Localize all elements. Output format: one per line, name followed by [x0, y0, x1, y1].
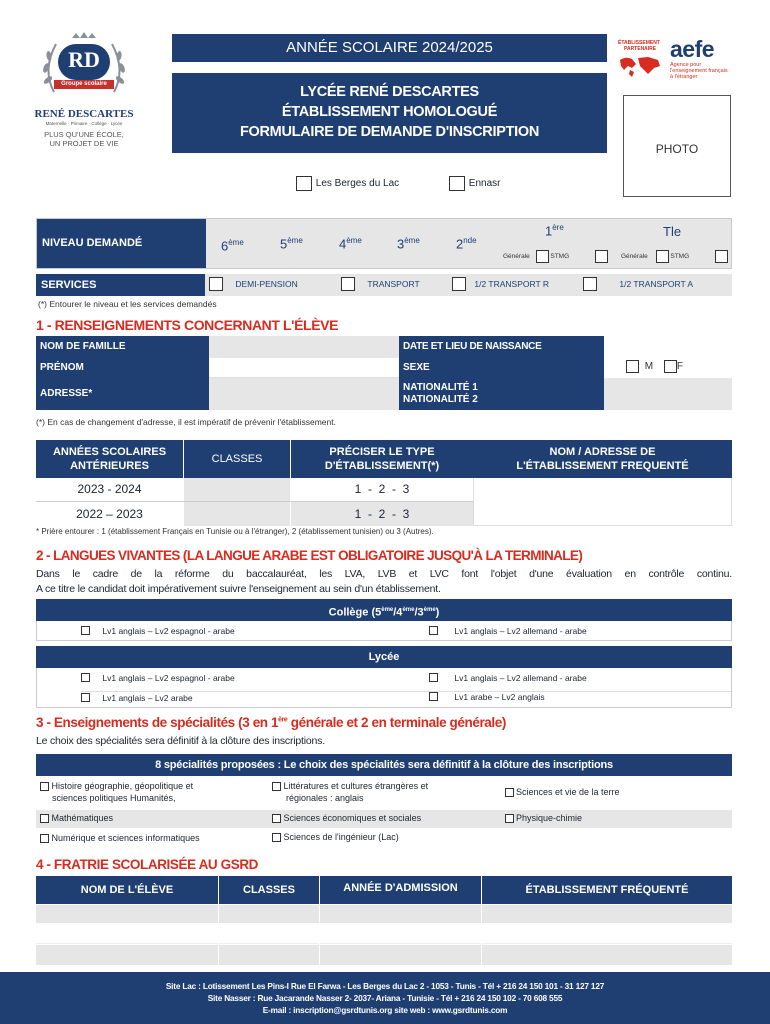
half-transport-r-label: 1/2 TRANSPORT R [474, 279, 550, 289]
spec-histoire-label-2: sciences politiques Humanités, [52, 793, 176, 803]
services-label: SERVICES [41, 279, 97, 291]
title-line-1: LYCÉE RENÉ DESCARTES [300, 84, 479, 100]
level-5-sup: ème [287, 236, 303, 245]
college-mid-1: /4 [393, 606, 403, 619]
college-header [36, 599, 732, 621]
date-label-cell [399, 336, 604, 358]
college-option-1[interactable] [81, 625, 235, 636]
date-label: DATE ET LIEU DE NAISSANCE [403, 341, 542, 352]
demi-pension-label: DEMI-PENSION [235, 279, 298, 289]
niveau-label: NIVEAU DEMANDÉ [42, 237, 143, 249]
aefe-partner-1: ÉTABLISSEMENT [618, 40, 660, 46]
aefe-tagline-3: à l'étranger [670, 74, 698, 80]
lycee-option-4[interactable] [429, 691, 545, 702]
fratrie-row-1[interactable] [36, 905, 732, 923]
transport-checkbox[interactable] [341, 277, 355, 291]
sexe-f-checkbox[interactable] [664, 360, 677, 373]
college-option-2-checkbox[interactable] [429, 626, 438, 635]
college-sup-1: ème [381, 607, 394, 613]
nom-label: NOM DE FAMILLE [40, 341, 126, 352]
lycee-option-4-checkbox[interactable] [429, 692, 438, 701]
aefe-tagline-1: Agence pour [670, 62, 702, 68]
aefe-logo [618, 36, 738, 86]
specialites-header [36, 754, 732, 776]
level-premiere[interactable] [545, 223, 564, 238]
school-year: ANNÉE SCOLAIRE 2024/2025 [286, 39, 493, 56]
year-banner [172, 34, 607, 62]
photo-box[interactable] [623, 95, 731, 197]
section-3-title-1: 3 - Enseignements de spécialités (3 en 1 [36, 715, 279, 730]
spec-svt-label: Sciences et vie de la terre [516, 787, 620, 797]
prev-head-years [36, 440, 183, 478]
fratrie-head-etab-label: ÉTABLISSEMENT FRÉQUENTÉ [525, 884, 689, 896]
sexe-label: SEXE [403, 362, 430, 373]
premiere-text: 1 [545, 223, 553, 239]
lycee-option-1-label: Lv1 anglais – Lv2 espagnol - arabe [102, 672, 235, 683]
level-6-sup: ème [228, 238, 244, 247]
spec-nsi-label: Numérique et sciences informatiques [51, 833, 200, 843]
prev-head-nom-2: L'ÉTABLISSEMENT FREQUENTÉ [516, 460, 689, 472]
table-row [36, 502, 473, 526]
logo-subline: Maternelle · Primaire · Collège · Lycée [45, 121, 123, 126]
spec-si-checkbox[interactable] [272, 833, 281, 842]
lycee-option-1-checkbox[interactable] [81, 673, 90, 682]
prev-type-cell[interactable]: 1 - 2 - 3 [354, 482, 410, 496]
level-4-sup: ème [346, 236, 362, 245]
nom-label-cell [36, 336, 209, 358]
prev-class-input[interactable] [184, 478, 290, 501]
spec-maths-checkbox[interactable] [40, 814, 49, 823]
logo-initials: RD [68, 47, 100, 72]
spec-svt[interactable] [505, 787, 620, 797]
section-2-text-2: A ce titre le candidat doit impérativement suivre l'enseignement au sein d'un établissement. [36, 583, 441, 595]
services-note: (*) Entourer le niveau et les services demandés [38, 299, 217, 309]
footer-line-2: Site Nasser : Rue Jacarande Nasser 2- 2037- Ariana - Tunisie - Tél + 216 24 150 102 - 70 608 555 [207, 993, 563, 1003]
footer-line-3: E-mail : inscription@gsrdtunis.org site web : www.gsrdtunis.com [262, 1005, 508, 1015]
prev-head-type [291, 440, 473, 478]
spec-litterature-label-1: Littératures et cultures étrangères et [283, 781, 429, 791]
prev-head-nom [473, 440, 732, 526]
fratrie-row-2[interactable] [36, 924, 732, 944]
prenom-label-cell [36, 358, 209, 378]
spec-si-label: Sciences de l'ingénieur (Lac) [283, 832, 399, 842]
college-head-text: Collège (5 [328, 606, 382, 619]
photo-label: PHOTO [655, 142, 699, 156]
adresse-label: ADRESSE* [40, 388, 93, 399]
prev-head-nom-1: NOM / ADRESSE DE [549, 446, 656, 458]
half-transport-a-label: 1/2 TRANSPORT A [619, 279, 694, 289]
section-3-title [36, 715, 506, 730]
site-option-lac[interactable] [296, 176, 399, 191]
terminale-stmg-checkbox[interactable] [715, 250, 728, 263]
spec-histoire-label-1: Histoire géographie, géopolitique et [51, 781, 194, 791]
fratrie-divider-2 [319, 905, 320, 965]
section-3-title-2: générale et 2 en terminale générale) [287, 715, 506, 730]
section-4-title: 4 - FRATRIE SCOLARISÉE AU GSRD [36, 857, 259, 872]
fratrie-head-etab [482, 876, 732, 904]
level-3[interactable] [397, 236, 420, 251]
level-3-text: 3 [397, 236, 405, 252]
college-sup-3: ème [423, 607, 436, 613]
site-ennasr-label: Ennasr [468, 178, 501, 189]
aefe-brand: aefe [670, 36, 715, 62]
lycee-option-3[interactable] [81, 691, 731, 703]
level-6-text: 6 [221, 238, 229, 254]
lycee-option-3-checkbox[interactable] [81, 693, 90, 702]
premiere-stmg-label: STMG [550, 253, 570, 260]
fratrie-head-nom [36, 876, 218, 904]
date-input[interactable] [604, 336, 732, 358]
lycee-option-2-checkbox[interactable] [429, 673, 438, 682]
lycee-head-text: Lycée [368, 651, 400, 663]
site-ennasr-checkbox[interactable] [449, 176, 465, 191]
lycee-option-1[interactable] [81, 672, 235, 683]
college-option-2[interactable] [429, 625, 587, 636]
prev-head-years-1: ANNÉES SCOLAIRES [52, 446, 167, 458]
spec-physique[interactable] [505, 813, 582, 823]
section-3-subtitle: Le choix des spécialités sera définitif à la clôture des inscriptions. [36, 735, 325, 747]
prev-head-classes [184, 440, 290, 478]
level-4[interactable] [339, 236, 362, 251]
fratrie-head-annee [320, 876, 481, 904]
terminale-stmg-label: STMG [670, 253, 690, 260]
premiere-generale-label: Générale [503, 253, 530, 260]
level-5-text: 5 [280, 236, 288, 252]
nationalite-2-label: NATIONALITÉ 2 [403, 394, 478, 405]
level-5[interactable] [280, 236, 303, 251]
adresse-input[interactable] [209, 378, 399, 410]
lycee-options [36, 668, 732, 708]
spec-histoire[interactable] [40, 780, 193, 804]
fratrie-head-nom-label: NOM DE L'ÉLÈVE [80, 884, 174, 896]
prenom-input[interactable] [209, 358, 399, 378]
aefe-partner-2: PARTENAIRE [624, 46, 657, 52]
spec-ses[interactable] [272, 813, 421, 823]
section-1-title: 1 - RENSEIGNEMENTS CONCERNANT L'ÉLÈVE [36, 317, 339, 333]
demi-pension-checkbox[interactable] [209, 277, 223, 291]
logo-name: RENÉ DESCARTES [34, 108, 134, 120]
nationalite-input[interactable] [604, 378, 732, 410]
half-transport-a-checkbox[interactable] [583, 277, 597, 291]
footer-line-1: Site Lac : Lotissement Les Pins-I Rue El Farwa - Les Berges du Lac 2 - 1053 - Tunis - Tél + 216 24 150 101 - 31 127 127 [165, 981, 605, 991]
spec-physique-label: Physique-chimie [516, 813, 583, 823]
fratrie-divider-3 [481, 905, 482, 965]
lycee-option-3-label: Lv1 anglais – Lv2 arabe [102, 692, 193, 703]
footer [0, 972, 770, 1024]
previous-note: * Prière entourer : 1 (établissement Français en Tunisie ou à l'étranger), 2 (établissement tunisien) ou 3 (Autres). [36, 527, 434, 536]
spec-litterature-label-2: régionales : anglais [286, 793, 364, 803]
fratrie-head-classes [219, 876, 319, 904]
level-2-text: 2 [456, 236, 464, 252]
college-end: ) [435, 606, 440, 619]
section-2-title: 2 - LANGUES VIVANTES (LA LANGUE ARABE EST OBLIGATOIRE JUSQU'À LA TERMINALE) [36, 548, 583, 563]
niveau-label-cell [37, 219, 206, 268]
prev-head-type-2: D'ÉTABLISSEMENT(*) [324, 460, 440, 472]
fratrie-head-classes-label: CLASSES [243, 884, 295, 896]
table-row [36, 478, 473, 502]
prev-head-classes-label: CLASSES [211, 453, 263, 465]
lycee-option-2-label: Lv1 anglais – Lv2 allemand - arabe [454, 672, 587, 683]
prev-class-input[interactable] [184, 502, 290, 526]
specialites-head-text: 8 spécialités proposées : Le choix des spécialités sera définitif à la clôture des inscriptions [155, 759, 613, 771]
terminale-generale-label: Générale [621, 253, 648, 260]
level-3-sup: ème [404, 236, 420, 245]
college-options [36, 621, 732, 641]
college-option-1-label: Lv1 anglais – Lv2 espagnol - arabe [102, 625, 235, 636]
logo-motto-2: UN PROJET DE VIE [49, 139, 119, 148]
spec-ses-label: Sciences économiques et sociales [283, 813, 422, 823]
fratrie-row-3[interactable] [36, 945, 732, 965]
title-line-2: ÉTABLISSEMENT HOMOLOGUÉ [281, 104, 498, 120]
adresse-label-cell [36, 378, 209, 410]
college-option-2-label: Lv1 anglais – Lv2 allemand - arabe [454, 625, 587, 636]
level-2[interactable] [456, 236, 477, 251]
spec-maths-label: Mathématiques [51, 813, 114, 823]
lycee-header [36, 646, 732, 668]
service-transport[interactable] [341, 277, 420, 291]
spec-maths[interactable] [40, 813, 113, 823]
terminale-generale-checkbox[interactable] [656, 250, 669, 263]
nationalite-1-label: NATIONALITÉ 1 [403, 382, 478, 393]
sexe-m-label: M [644, 361, 654, 372]
spec-ses-checkbox[interactable] [272, 814, 281, 823]
title-banner [172, 73, 607, 153]
level-2-sup: nde [463, 236, 477, 245]
prev-type-cell[interactable]: 1 - 2 - 3 [291, 502, 473, 526]
logo-motto-1: PLUS QU'UNE ÉCOLE, [44, 130, 124, 139]
premiere-options [503, 250, 608, 263]
spec-litterature[interactable] [272, 780, 428, 804]
transport-label: TRANSPORT [367, 279, 420, 289]
services-label-cell [36, 274, 205, 296]
nom-input[interactable] [209, 336, 399, 358]
school-logo [34, 30, 134, 150]
adresse-note: (*) En cas de changement d'adresse, il est impératif de prévenir l'établissement. [36, 417, 336, 427]
fratrie-table [36, 876, 732, 966]
spec-litterature-checkbox[interactable] [272, 782, 281, 791]
services-row [36, 274, 732, 296]
prev-head-type-1: PRÉCISER LE TYPE [329, 446, 435, 458]
half-transport-r-checkbox[interactable] [452, 277, 466, 291]
lycee-option-4-label: Lv1 arabe – Lv2 anglais [454, 691, 545, 702]
site-lac-label: Les Berges du Lac [315, 178, 400, 189]
prev-year-cell: 2023 - 2024 [77, 482, 142, 496]
premiere-sup: ère [552, 223, 564, 232]
premiere-stmg-checkbox[interactable] [595, 250, 608, 263]
college-option-1-checkbox[interactable] [81, 626, 90, 635]
prenom-label: PRÉNOM [40, 362, 84, 373]
sexe-m-checkbox[interactable] [626, 360, 639, 373]
spec-physique-checkbox[interactable] [505, 814, 514, 823]
fratrie-head-annee-label: ANNÉE D'ADMISSION [343, 882, 458, 894]
section-3-title-sup: ère [278, 716, 288, 724]
sexe-f-label: F [676, 361, 684, 372]
service-half-transport-r[interactable] [452, 277, 549, 291]
college-mid-2: /3 [414, 606, 424, 619]
spec-svt-checkbox[interactable] [505, 788, 514, 797]
logo-banner: Groupe scolaire [61, 81, 107, 87]
prev-year-cell: 2022 – 2023 [76, 507, 143, 521]
sexe-options [626, 360, 683, 373]
site-option-ennasr[interactable] [449, 176, 500, 191]
level-4-text: 4 [339, 236, 347, 252]
previous-schools-table [36, 440, 473, 526]
section-2-text-1: Dans le cadre de la réforme du baccalauréat, les LVA, LVB et LVC font l'objet d'une évaluation en contrôle continu. [36, 568, 732, 580]
prev-head-nom-cell [473, 440, 732, 478]
prev-nom-input[interactable] [473, 478, 732, 526]
niveau-row [36, 218, 732, 269]
title-line-3: FORMULAIRE DE DEMANDE D'INSCRIPTION [239, 124, 540, 140]
terminale-text: Tle [663, 224, 682, 239]
spec-nsi[interactable] [40, 833, 200, 843]
level-6[interactable] [221, 238, 244, 253]
specialites-grid [36, 776, 732, 850]
college-sup-2: ème [402, 607, 415, 613]
student-info-grid [36, 336, 732, 410]
world-map-icon [618, 54, 662, 78]
lycee-option-2[interactable] [429, 672, 587, 683]
aefe-tagline-2: l'enseignement français [670, 68, 728, 74]
spec-si[interactable] [272, 832, 399, 842]
spec-histoire-checkbox[interactable] [40, 782, 49, 791]
service-half-transport-a[interactable] [583, 277, 693, 291]
prev-head-years-2: ANTÉRIEURES [70, 460, 149, 472]
site-lac-checkbox[interactable] [296, 176, 312, 191]
level-terminale[interactable] [663, 224, 681, 239]
premiere-generale-checkbox[interactable] [536, 250, 549, 263]
sexe-label-cell [399, 358, 604, 378]
fratrie-divider-1 [218, 905, 219, 965]
terminale-options [621, 250, 728, 263]
service-demi-pension[interactable] [209, 277, 298, 291]
nationalite-label-cell [399, 378, 604, 410]
spec-nsi-checkbox[interactable] [40, 834, 49, 843]
